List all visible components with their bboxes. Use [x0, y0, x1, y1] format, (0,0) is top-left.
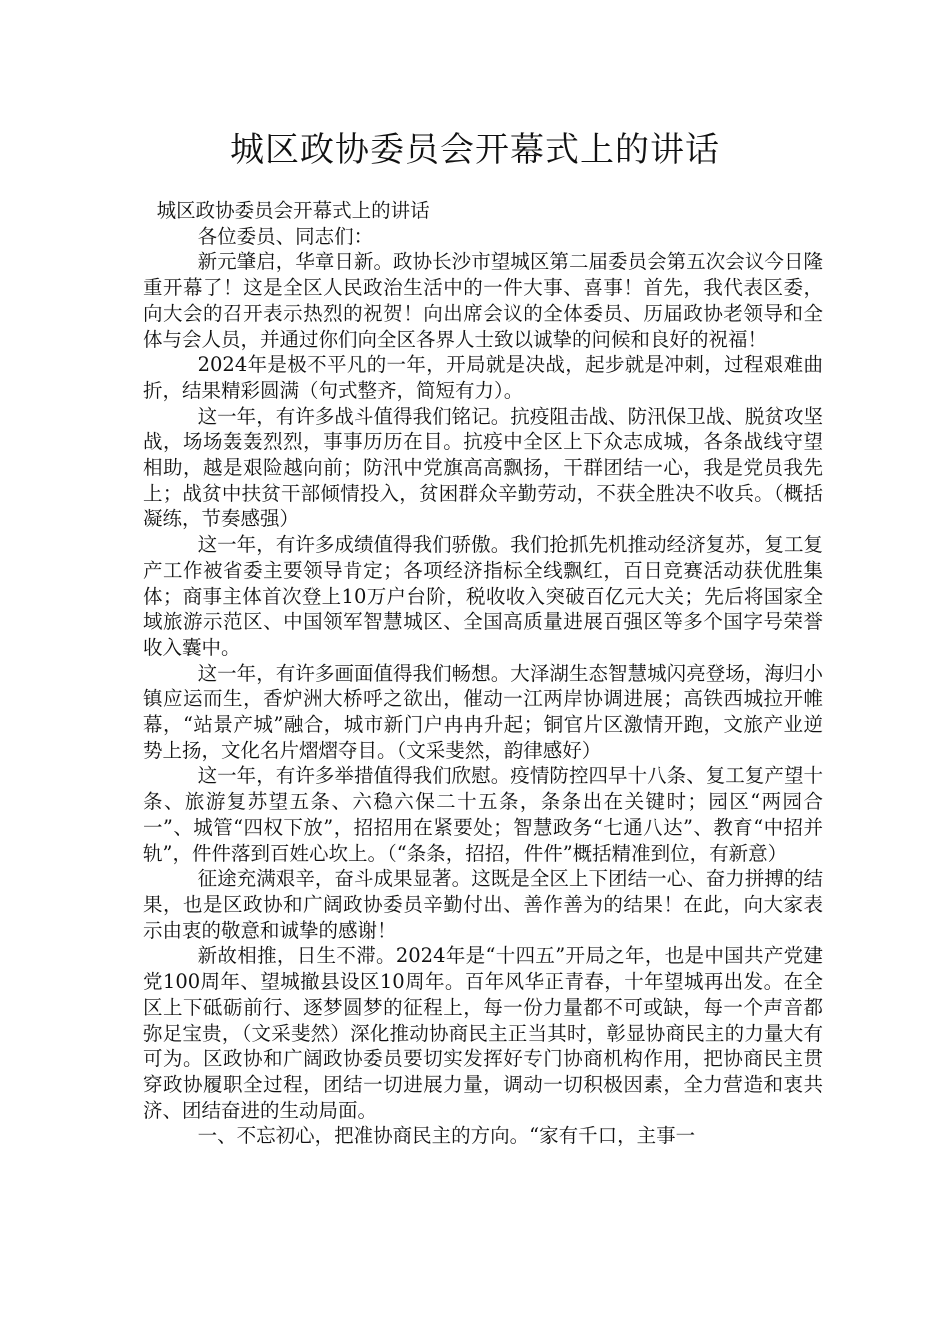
greeting-line: 各位委员、同志们： — [197, 224, 374, 248]
paragraph: 新故相推，日生不滞。2024年是“十四五”开局之年，也是中国共产党建党100周年、望城撤县设区10周年。百年风华正青春，十年望城再出发。在全区上下砥砺前行、逐梦圆梦的征程上，每一份力量都不可或缺，每一个声音都弥足宝贵，（文采斐然）深化推动协商民主正当其时，彰显协商民主的力量大有可为。区政协和广阔政协委员要切实发挥好专门协商机构作用，把协商民主贯穿政协履职全过程，团结一切进展力量，调动一切积极因素，全力营造和衷共济、团结奋进的生动局面。 — [143, 944, 823, 1122]
paragraph: 征途充满艰辛，奋斗成果显著。这既是全区上下团结一心、奋力拼搏的结果，也是区政协和广阔政协委员辛勤付出、善作善为的结果！在此，向大家表示由衷的敬意和诚挚的感谢！ — [143, 867, 823, 942]
paragraph: 这一年，有许多战斗值得我们铭记。抗疫阻击战、防汛保卫战、脱贫攻坚战，场场轰轰烈烈，事事历历在目。抗疫中全区上下众志成城，各条战线守望相助，越是艰险越向前；防汛中党旗高高飘扬，干群团结一心，我是党员我先上；战贫中扶贫干部倾情投入，贫困群众辛勤劳动，不获全胜决不收兵。（概括凝练，节奏感强） — [143, 404, 823, 531]
paragraph: 2024年是极不平凡的一年，开局就是决战，起步就是冲刺，过程艰难曲折，结果精彩圆满（句式整齐，简短有力）。 — [143, 353, 823, 402]
paragraph: 一、不忘初心，把准协商民主的方向。“家有千口，主事一 — [197, 1124, 696, 1148]
document-subtitle: 城区政协委员会开幕式上的讲话 — [156, 199, 430, 222]
paragraph: 这一年，有许多举措值得我们欣慰。疫情防控四早十八条、复工复产望十条、旅游复苏望五条、六稳六保二十五条，条条出在关键时；园区“两园合一”、城管“四权下放”，招招用在紧要处；智慧政务“七通八达”、教育“中招并轨”，件件落到百姓心坎上。（“条条，招招，件件”概括精准到位，有新意） — [143, 764, 823, 865]
paragraph: 这一年，有许多成绩值得我们骄傲。我们抢抓先机推动经济复苏，复工复产工作被省委主要领导肯定；各项经济指标全线飘红，百日竞赛活动获优胜集体；商事主体首次登上10万户台阶，税收收入突破百亿元大关；先后将国家全域旅游示范区、中国领军智慧城区、全国高质量进展百强区等多个国字号荣誉收入囊中。 — [143, 533, 823, 659]
document-title: 城区政协委员会开幕式上的讲话 — [230, 130, 720, 170]
paragraph: 新元肇启，华章日新。政协长沙市望城区第二届委员会第五次会议今日隆重开幕了！这是全区人民政治生活中的一件大事、喜事！首先，我代表区委，向大会的召开表示热烈的祝贺！向出席会议的全体委员、历届政协老领导和全体与会人员，并通过你们向全区各界人士致以诚挚的问候和良好的祝福！ — [143, 250, 823, 351]
paragraph: 这一年，有许多画面值得我们畅想。大泽湖生态智慧城闪亮登场，海归小镇应运而生，香炉洲大桥呼之欲出，催动一江两岸协调进展；高铁西城拉开帷幕，“站景产城”融合，城市新门户冉冉升起；铜官片区激情开跑，文旅产业逆势上扬，文化名片熠熠夺目。（文采斐然，韵律感好） — [143, 661, 823, 762]
document-body — [143, 198, 823, 1149]
